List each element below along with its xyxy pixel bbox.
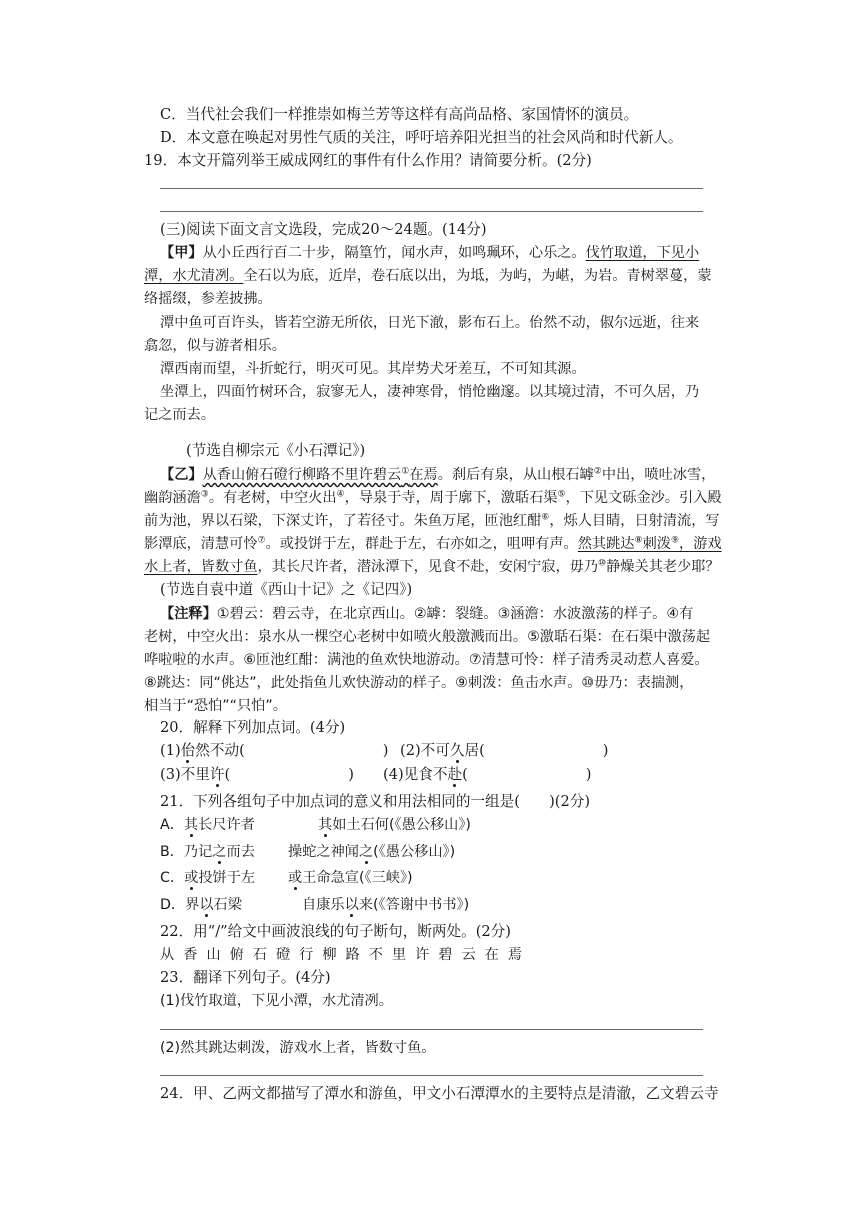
section-3-heading: (三)阅读下面文言文选段，完成20～24题。(14分) <box>160 221 487 238</box>
question-21: 21．下列各组句子中加点词的意义和用法相同的一组是( )(2分) <box>160 793 591 810</box>
q21-option-a: A．其长尺许者 <box>160 817 255 833</box>
q23-sentence-1: (1)伐竹取道，下见小潭，水尤清冽。 <box>160 993 393 1009</box>
jia-line-5: 翕忽，似与游者相乐。 <box>144 338 286 354</box>
q20-item-2: (2)不可久居( ) <box>400 742 609 759</box>
notes-line-4: ⑧跳达：同“佻达”，此处指鱼儿欢快游动的样子。⑨刺泼：鱼击水声。⑩毋乃：表揣测， <box>144 675 694 691</box>
yi-tag: 【乙】 <box>160 467 203 483</box>
q21-option-c-compare: 或王命急宣(《三峡》) <box>288 870 413 886</box>
jia-line-7: 坐潭上，四面竹树环合，寂寥无人，凄神寒骨，悄怆幽邃。以其境过清，不可久居，乃 <box>160 384 700 400</box>
yi-source: (节选自袁中道《西山十记》之《记四》) <box>160 581 413 598</box>
answer-line <box>160 188 703 189</box>
yi-line-3: 前为池，界以石梁，下深丈许，了若径寸。朱鱼万尾，匝池红酣⑥，烁人目睛，日射清流，写 <box>144 512 720 529</box>
yi-line-5: 水上者，皆数寸鱼，其长尺许者，潜泳潭下，见食不赴，安闲宁寂，毋乃⑩静燥关其老少耶？ <box>144 558 720 575</box>
q23-sentence-2: (2)然其跳达刺泼，游戏水上者，皆数寸鱼。 <box>160 1040 436 1056</box>
question-20: 20．解释下列加点词。(4分) <box>160 719 346 736</box>
q20-item-1: (1)佁然不动( ) <box>160 742 389 759</box>
jia-source: (节选自柳宗元《小石潭记》) <box>186 442 366 459</box>
question-23: 23．翻译下列句子。(4分) <box>160 969 331 986</box>
question-24: 24．甲、乙两文都描写了潭水和游鱼，甲文小石潭潭水的主要特点是清澈，乙文碧云寺 <box>160 1085 719 1102</box>
question-22: 22．用“/”给文中画波浪线的句子断句，断两处。(2分) <box>160 923 511 940</box>
notes-line-1: 【注释】①碧云：碧云寺，在北京西山。②罅：裂缝。③涵澹：水波激荡的样子。④有 <box>160 606 694 622</box>
yi-line-2: 幽韵涵澹③。有老树，中空火出④，导泉于寺，周于廓下，激聒石渠⑤，下见文砾金沙。引入殿 <box>144 489 722 506</box>
yi-underlined-sentence: 然其跳达⑧刺泼⑨，游戏 <box>577 535 722 552</box>
notes-line-5: 相当于“恐怕”“只怕”。 <box>144 698 287 714</box>
q21-option-a-compare: 其如土石何(《愚公移山》) <box>318 817 471 833</box>
notes-line-2: 老树，中空火出：泉水从一棵空心老树中如喷火般激溅而出。⑤激聒石渠：在石渠中激荡起 <box>144 629 711 645</box>
q21-option-d-compare: 自康乐以来(《答谢中书书》) <box>302 897 470 913</box>
jia-line-6: 潭西南而望，斗折蛇行，明灭可见。其岸势犬牙差互，不可知其源。 <box>160 361 586 377</box>
jia-underlined-sentence: 伐竹取道，下见小 <box>585 245 700 261</box>
q21-option-c: C．或投饼于左 <box>160 870 256 886</box>
q20-item-3: (3)不里许( ) <box>160 766 354 783</box>
option-c: C．当代社会我们一样推崇如梅兰芳等这样有高尚品格、家国情怀的演员。 <box>160 106 639 123</box>
q21-option-b: B．乃记之而去 <box>160 844 255 860</box>
notes-line-3: 哗啦啦的水声。⑥匝池红酣：满池的鱼欢快地游动。⑦清慧可怜：样子清秀灵动惹人喜爱。 <box>144 652 709 668</box>
q22-sentence: 从香山俯石磴行柳路不里许碧云在焉 <box>160 947 532 963</box>
notes-tag: 【注释】 <box>160 606 217 622</box>
q21-option-d: D．界以石梁 <box>160 897 242 913</box>
q20-item-4: (4)见食不赴( ) <box>383 766 592 783</box>
answer-line <box>160 1029 703 1030</box>
jia-line-8: 记之而去。 <box>144 407 215 423</box>
yi-line-4: 影潭底，清慧可怜⑦。或投饼于左，群赴于左，右亦如之，咀呷有声。然其跳达⑧刺泼⑨，游戏 <box>144 535 722 552</box>
yi-wavy-sentence: 从香山俯石磴行柳路不里许碧云①在焉 <box>202 466 438 483</box>
yi-line-1: 【乙】从香山俯石磴行柳路不里许碧云①在焉。刹后有泉，从山根石罅②中出，喷吐冰雪， <box>160 466 716 483</box>
jia-line-2: 潭，水尤清冽。全石以为底，近岸，卷石底以出，为坻，为屿，为嵁，为岩。青树翠蔓，蒙 <box>144 268 712 284</box>
answer-line <box>160 1075 703 1076</box>
answer-line <box>160 211 703 212</box>
jia-line-3: 络摇缀，参差披拂。 <box>144 291 272 307</box>
jia-line-1: 【甲】从小丘西行百二十步，隔篁竹，闻水声，如鸣珮环，心乐之。伐竹取道，下见小 <box>160 245 700 261</box>
jia-line-4: 潭中鱼可百许头，皆若空游无所依，日光下澈，影布石上。佁然不动，俶尔远逝，往来 <box>160 315 700 331</box>
question-19: 19．本文开篇列举王威成网红的事件有什么作用？请简要分析。(2分) <box>144 152 592 169</box>
jia-tag: 【甲】 <box>160 245 203 261</box>
q21-option-b-compare: 操蛇之神闻之(《愚公移山》) <box>288 844 456 860</box>
option-d: D．本文意在唤起对男性气质的关注，呼吁培养阳光担当的社会风尚和时代新人。 <box>160 129 683 146</box>
